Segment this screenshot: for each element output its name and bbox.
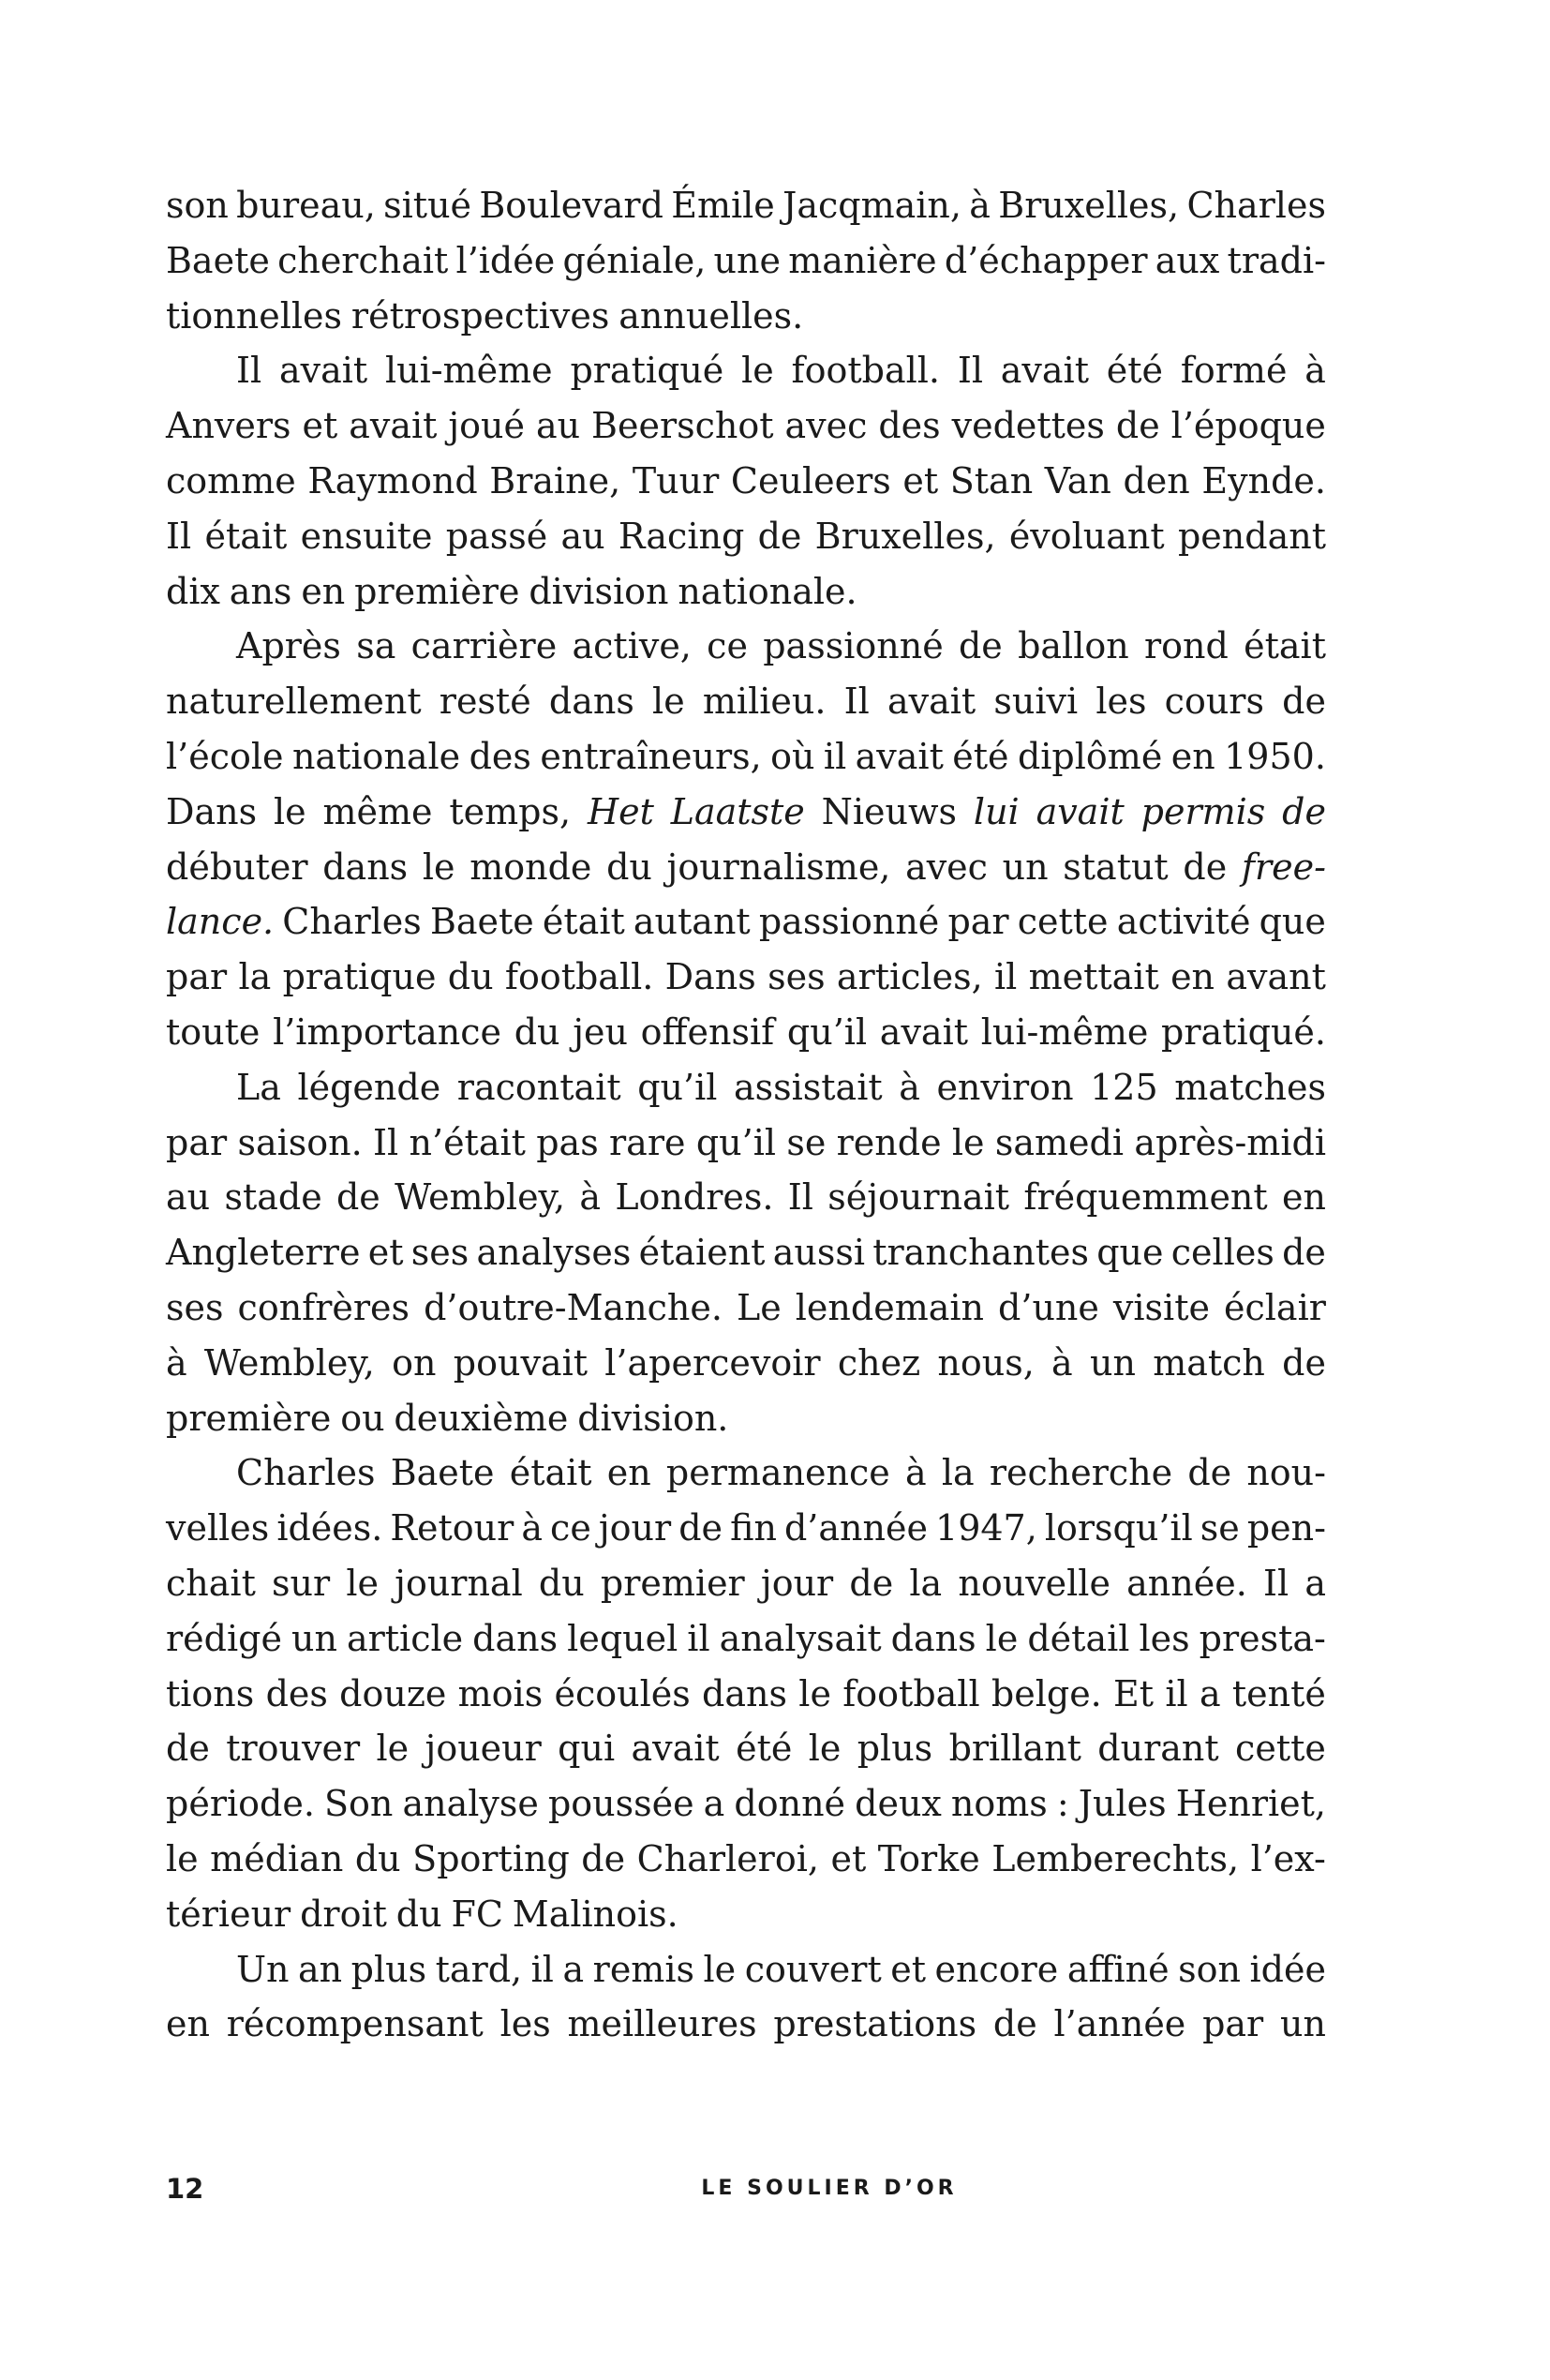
text-line: La légende racontait qu’il assistait à environ 125 matches [236,1066,1326,1108]
text-line: velles idées. Retour à ce jour de fin d’année 1947, lorsqu’il se pen- [166,1507,1326,1549]
text-line: lance. Charles Baete était autant passionné par cette activité que [166,901,1326,943]
text-line: tions des douze mois écoulés dans le football belge. Et il a tenté [166,1672,1326,1714]
text-line: Après sa carrière active, ce passionné de ballon rond était [236,625,1326,667]
text-line: Anvers et avait joué au Beerschot avec des vedettes de l’époque [166,405,1326,447]
text-line: au stade de Wembley, à Londres. Il séjournait fréquemment en [166,1176,1326,1219]
text-line: par la pratique du football. Dans ses articles, il mettait en avant [166,956,1326,998]
text-line: térieur droit du FC Malinois. [166,1893,678,1935]
text-line: toute l’importance du jeu offensif qu’il avait lui-même pratiqué. [166,1010,1326,1053]
text-line: de trouver le joueur qui avait été le plus brillant durant cette [166,1728,1326,1770]
text-line: Dans le même temps, Het Laatste Nieuws lui avait permis de [166,790,1326,832]
text-line: ses confrères d’outre-Manche. Le lendemain d’une visite éclair [166,1286,1326,1328]
body-text [166,178,1326,2052]
text-line: à Wembley, on pouvait l’apercevoir chez nous, à un match de [166,1341,1326,1384]
text-line: par saison. Il n’était pas rare qu’il se rende le samedi après-midi [166,1121,1326,1163]
text-line: Un an plus tard, il a remis le couvert et encore affiné son idée [236,1948,1326,1990]
text-line: son bureau, situé Boulevard Émile Jacqmain, à Bruxelles, Charles [166,185,1326,226]
text-line: comme Raymond Braine, Tuur Ceuleers et Stan Van den Eynde. [166,459,1326,501]
text-line: naturellement resté dans le milieu. Il avait suivi les cours de [166,681,1326,723]
text-line: chait sur le journal du premier jour de la nouvelle année. Il a [166,1562,1326,1604]
text-line: Il était ensuite passé au Racing de Bruxelles, évoluant pendant [166,515,1326,557]
text-line: Angleterre et ses analyses étaient aussi tranchantes que celles de [166,1232,1326,1274]
running-title: LE SOULIER D’OR [701,2177,958,2200]
text-line: première ou deuxième division. [166,1397,729,1439]
page-footer [166,2170,1326,2208]
page-number: 12 [166,2173,204,2205]
text-line: Charles Baete était en permanence à la recherche de nou- [236,1452,1326,1494]
text-line: tionnelles rétrospectives annuelles. [166,294,804,337]
text-line: Il avait lui-même pratiqué le football. Il avait été formé à [236,350,1326,392]
text-line: Baete cherchait l’idée géniale, une manière d’échapper aux tradi- [166,239,1326,281]
text-line: débuter dans le monde du journalisme, avec un statut de free- [166,846,1326,888]
text-line: rédigé un article dans lequel il analysait dans le détail les presta- [166,1617,1326,1659]
text-line: le médian du Sporting de Charleroi, et Torke Lemberechts, l’ex- [166,1837,1326,1879]
text-line: dix ans en première division nationale. [166,570,857,612]
text-line: période. Son analyse poussée a donné deux noms : Jules Henriet, [166,1783,1326,1825]
text-line: l’école nationale des entraîneurs, où il avait été diplômé en 1950. [166,735,1326,777]
text-line: en récompensant les meilleures prestations de l’année par un [166,2003,1326,2045]
